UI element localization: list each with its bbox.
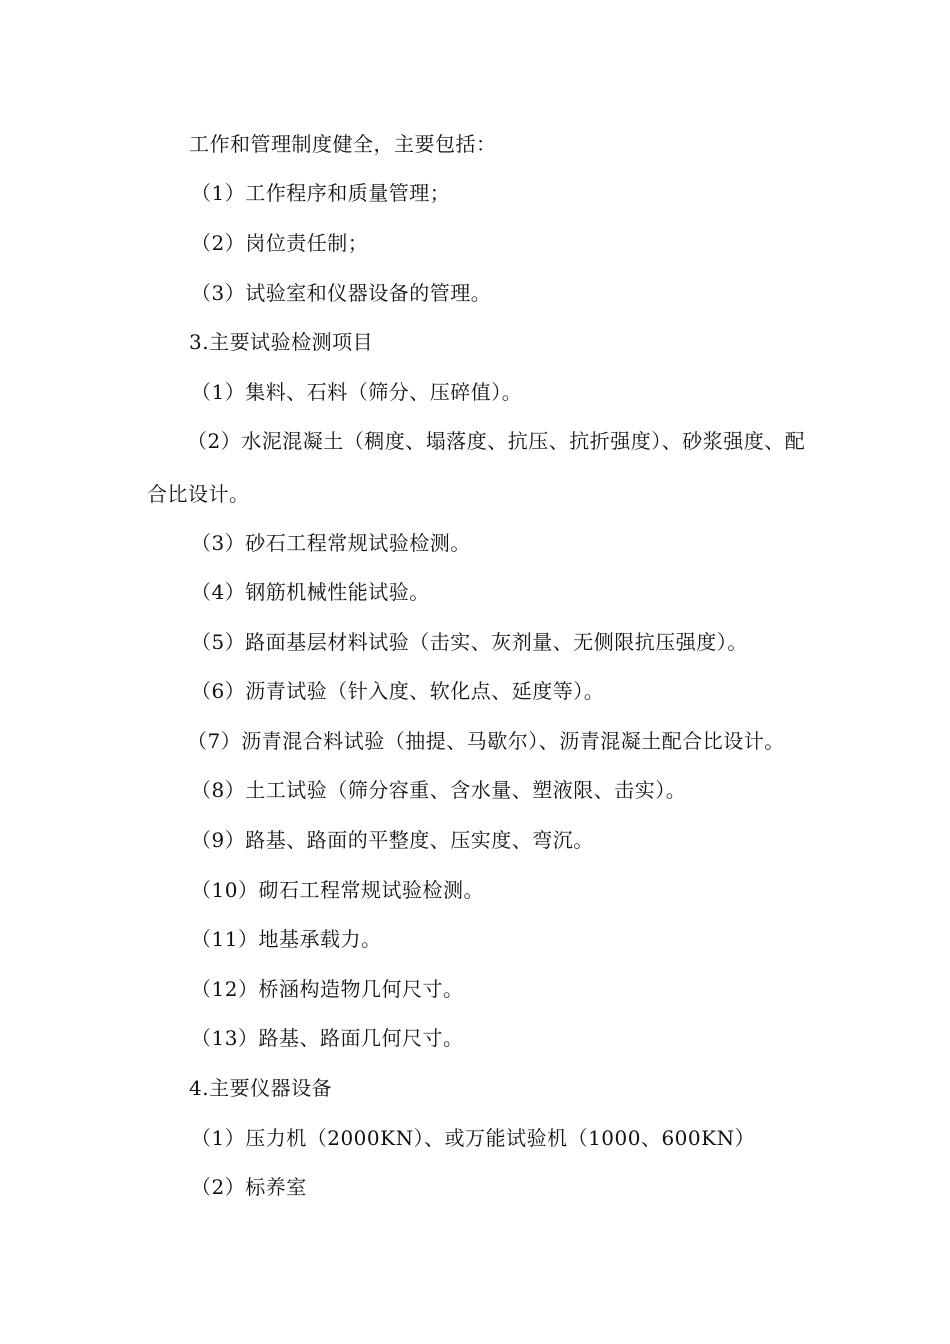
list-item: （1）工作程序和质量管理； — [191, 181, 451, 205]
paragraph-intro: 工作和管理制度健全，主要包括： — [189, 132, 497, 156]
section-heading: 3.主要试验检测项目 — [189, 330, 374, 354]
list-item: （4）钢筋机械性能试验。 — [191, 580, 430, 604]
list-item: （1）集料、石料（筛分、压碎值）。 — [191, 380, 523, 404]
list-item: （11）地基承载力。 — [191, 927, 382, 951]
list-item: （5）路面基层材料试验（击实、灰剂量、无侧限抗压强度）。 — [191, 630, 748, 654]
list-item: （2）标养室 — [191, 1175, 307, 1199]
list-item: （3）砂石工程常规试验检测。 — [191, 531, 471, 555]
list-item: （8）土工试验（筛分容重、含水量、塑液限、击实）。 — [191, 778, 687, 802]
list-item-continuation: 合比设计。 — [147, 482, 250, 506]
list-item: （6）沥青试验（针入度、软化点、延度等）。 — [191, 679, 605, 703]
list-item: （13）路基、路面几何尺寸。 — [191, 1026, 464, 1050]
list-item: （2）水泥混凝土（稠度、塌落度、抗压、抗折强度）、砂浆强度、配 — [187, 429, 806, 453]
list-item: （12）桥涵构造物几何尺寸。 — [191, 977, 464, 1001]
list-item: （10）砌石工程常规试验检测。 — [191, 878, 484, 902]
list-item: （2）岗位责任制； — [191, 231, 369, 255]
list-item: （1）压力机（2000KN）、或万能试验机（1000、600KN） — [191, 1126, 756, 1150]
list-item: （9）路基、路面的平整度、压实度、弯沉。 — [191, 828, 594, 852]
section-heading: 4.主要仪器设备 — [189, 1076, 333, 1100]
list-item: （7）沥青混合料试验（抽提、马歇尔）、沥青混凝土配合比设计。 — [187, 729, 785, 753]
list-item: （3）试验室和仪器设备的管理。 — [191, 281, 492, 305]
